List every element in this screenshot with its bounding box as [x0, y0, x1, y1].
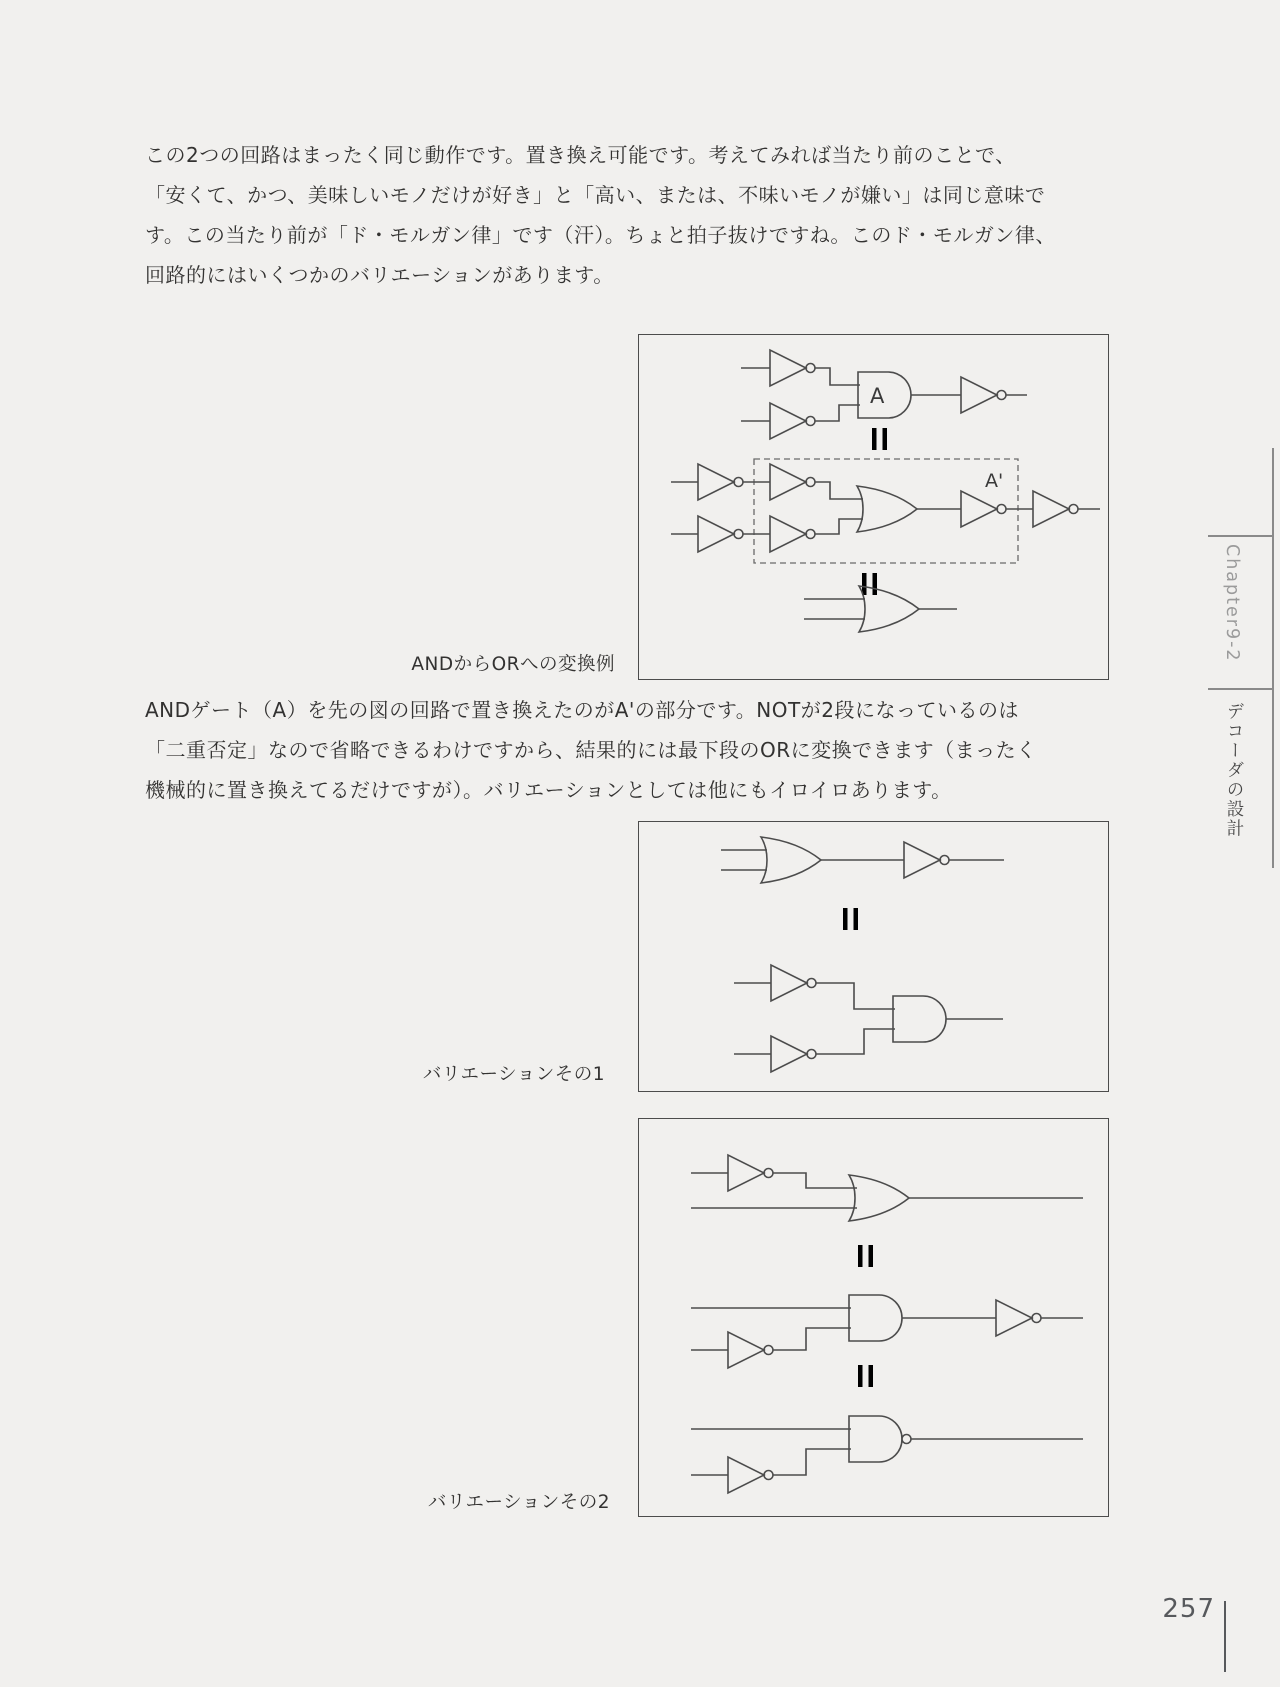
not-gate — [961, 377, 1006, 413]
not-gate — [904, 842, 949, 878]
figure-caption: バリエーションその2 — [427, 1492, 610, 1513]
not-gate — [1033, 491, 1078, 527]
or-gate — [761, 837, 821, 883]
equivalence-mark — [862, 573, 877, 595]
not-gate — [771, 965, 816, 1001]
paragraph-2-line: 「二重否定」なので省略できるわけですから、結果的には最下段のORに変換できます（まったく — [145, 738, 1037, 762]
not-gate — [698, 464, 743, 500]
chapter-label: Chapter9-2 — [1222, 544, 1242, 663]
page-number-rule — [1224, 1601, 1226, 1672]
not-gate — [771, 1036, 816, 1072]
wire — [721, 850, 1004, 870]
paragraph-1-line: この2つの回路はまったく同じ動作です。置き換え可能です。考えてみれば当たり前のことで、 — [145, 143, 1016, 167]
not-gate — [770, 464, 815, 500]
nand-gate — [849, 1416, 911, 1462]
figure-caption: ANDからORへの変換例 — [411, 654, 615, 675]
paragraph-1 — [145, 135, 1075, 295]
wire — [734, 983, 1003, 1054]
or-gate — [857, 486, 917, 532]
chapter-tab-divider — [1208, 535, 1272, 537]
paragraph-1-line: す。この当たり前が「ド・モルガン律」です（汗）。ちょと拍子抜けですね。このド・モルガン律、 — [145, 223, 1056, 247]
paragraph-2 — [145, 690, 1075, 810]
figure-caption: バリエーションその1 — [422, 1064, 605, 1085]
figure-and-to-or — [638, 334, 1109, 680]
equivalence-mark — [843, 908, 858, 930]
wire — [804, 599, 957, 619]
equivalence-mark — [872, 428, 887, 450]
wire — [691, 1173, 1083, 1208]
and-gate-label: A — [870, 384, 885, 408]
not-gate — [728, 1332, 773, 1368]
paragraph-1-line: 回路的にはいくつかのバリエーションがあります。 — [145, 263, 614, 287]
or-gate — [849, 1175, 909, 1221]
paragraph-1-line: 「安くて、かつ、美味しいモノだけが好き」と「高い、または、不味いモノが嫌い」は同じ意味で — [145, 183, 1046, 207]
paragraph-2-line: ANDゲート（A）を先の図の回路で置き換えたのがA'の部分です。NOTが2段になっているのは — [145, 698, 1019, 722]
not-gate — [728, 1457, 773, 1493]
and-gate — [893, 996, 946, 1042]
fig1-circuit-svg — [639, 335, 1108, 679]
and-gate — [849, 1295, 902, 1341]
not-gate — [698, 516, 743, 552]
not-gate — [770, 403, 815, 439]
or-gate — [859, 586, 919, 632]
not-gate — [770, 516, 815, 552]
page-edge-rule — [1272, 448, 1274, 868]
equivalence-mark — [858, 1245, 873, 1267]
figure-variation-1 — [638, 821, 1109, 1092]
not-gate — [728, 1155, 773, 1191]
not-gate — [961, 491, 1006, 527]
not-gate — [996, 1300, 1041, 1336]
fig3-circuit-svg — [639, 1119, 1108, 1516]
and-gate — [858, 372, 911, 418]
equivalence-mark — [858, 1365, 873, 1387]
figure-variation-2 — [638, 1118, 1109, 1517]
paragraph-2-line: 機械的に置き換えてるだけですが）。バリエーションとしては他にもイロイロあります。 — [145, 778, 952, 802]
page-number: 257 — [1162, 1594, 1215, 1624]
fig2-circuit-svg — [639, 822, 1108, 1091]
replaced-block-label: A' — [985, 470, 1004, 492]
section-label: デコーダの設計 — [1224, 702, 1244, 839]
chapter-tab-divider — [1208, 688, 1272, 690]
not-gate — [770, 350, 815, 386]
dashed-highlight-box — [754, 459, 1018, 563]
